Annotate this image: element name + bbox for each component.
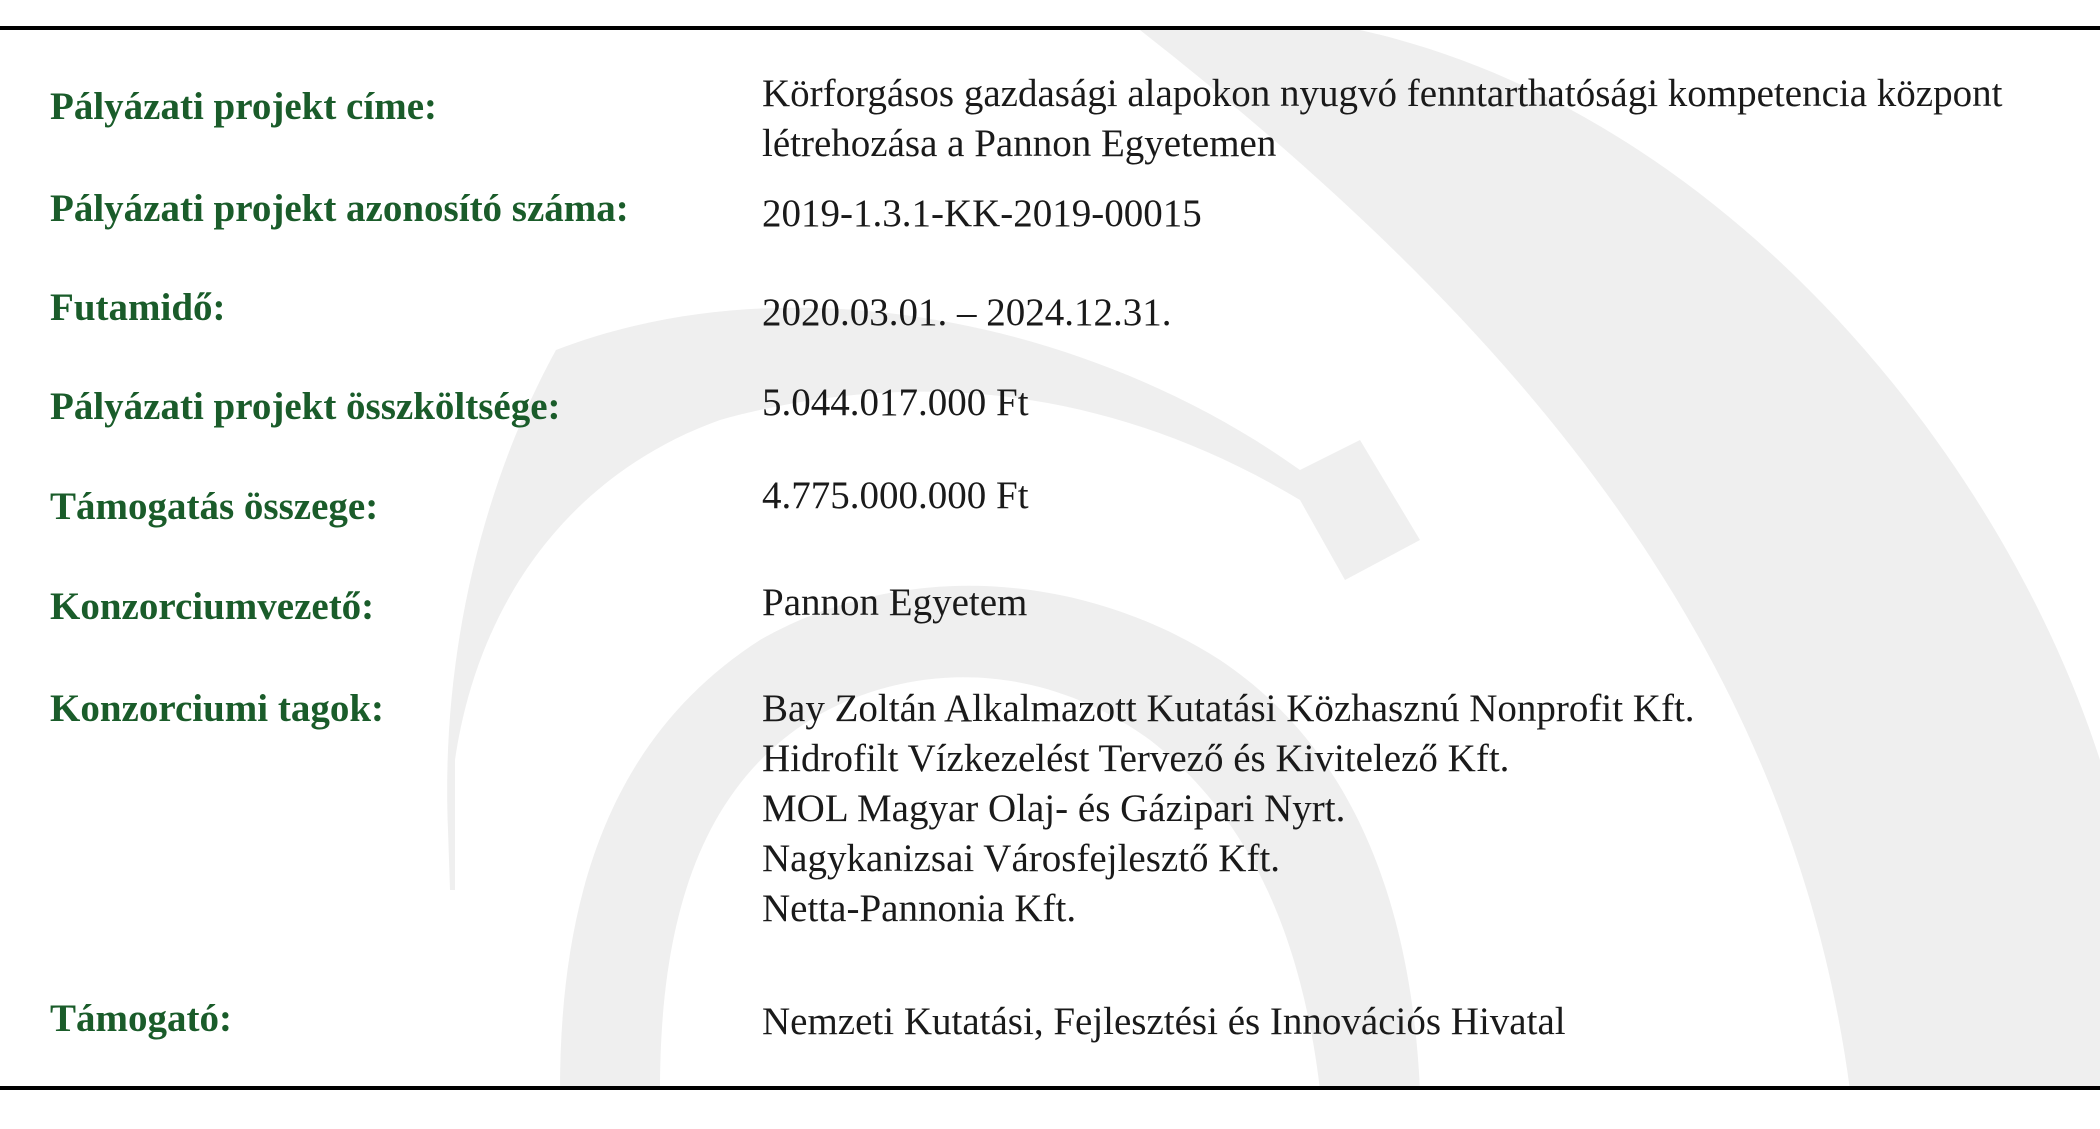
- duration-label: Futamidő:: [50, 286, 226, 329]
- top-rule: [0, 26, 2100, 30]
- consortium-leader-value: Pannon Egyetem: [762, 581, 1028, 624]
- project-title-line-1: Körforgásos gazdasági alapokon nyugvó fenntarthatósági kompetencia központ: [762, 72, 2003, 115]
- grant-amount-value: 4.775.000.000 Ft: [762, 474, 1029, 517]
- project-title-value: [762, 69, 2002, 169]
- duration-value: 2020.03.01. – 2024.12.31.: [762, 291, 1172, 334]
- bottom-rule: [0, 1086, 2100, 1090]
- total-cost-label: Pályázati projekt összköltsége:: [50, 385, 561, 428]
- grant-amount-label: Támogatás összege:: [50, 485, 379, 528]
- consortium-members-list: [762, 684, 1695, 934]
- total-cost-value: 5.044.017.000 Ft: [762, 381, 1029, 424]
- supporter-label: Támogató:: [50, 997, 232, 1040]
- project-title-label: Pályázati projekt címe:: [50, 85, 437, 128]
- consortium-leader-label: Konzorciumvezető:: [50, 585, 375, 628]
- consortium-member: Hidrofilt Vízkezelést Tervező és Kivitelező Kft.: [762, 737, 1510, 780]
- consortium-member: Netta-Pannonia Kft.: [762, 887, 1077, 930]
- project-title-line-2: létrehozása a Pannon Egyetemen: [762, 122, 1277, 165]
- consortium-member: Nagykanizsai Városfejlesztő Kft.: [762, 837, 1281, 880]
- project-id-value: 2019-1.3.1-KK-2019-00015: [762, 192, 1202, 235]
- project-id-label: Pályázati projekt azonosító száma:: [50, 187, 629, 230]
- consortium-member: MOL Magyar Olaj- és Gázipari Nyrt.: [762, 787, 1346, 830]
- consortium-members-label: Konzorciumi tagok:: [50, 687, 385, 730]
- consortium-member: Bay Zoltán Alkalmazott Kutatási Közhasznú Nonprofit Kft.: [762, 687, 1695, 730]
- supporter-value: Nemzeti Kutatási, Fejlesztési és Innovációs Hivatal: [762, 1000, 1566, 1043]
